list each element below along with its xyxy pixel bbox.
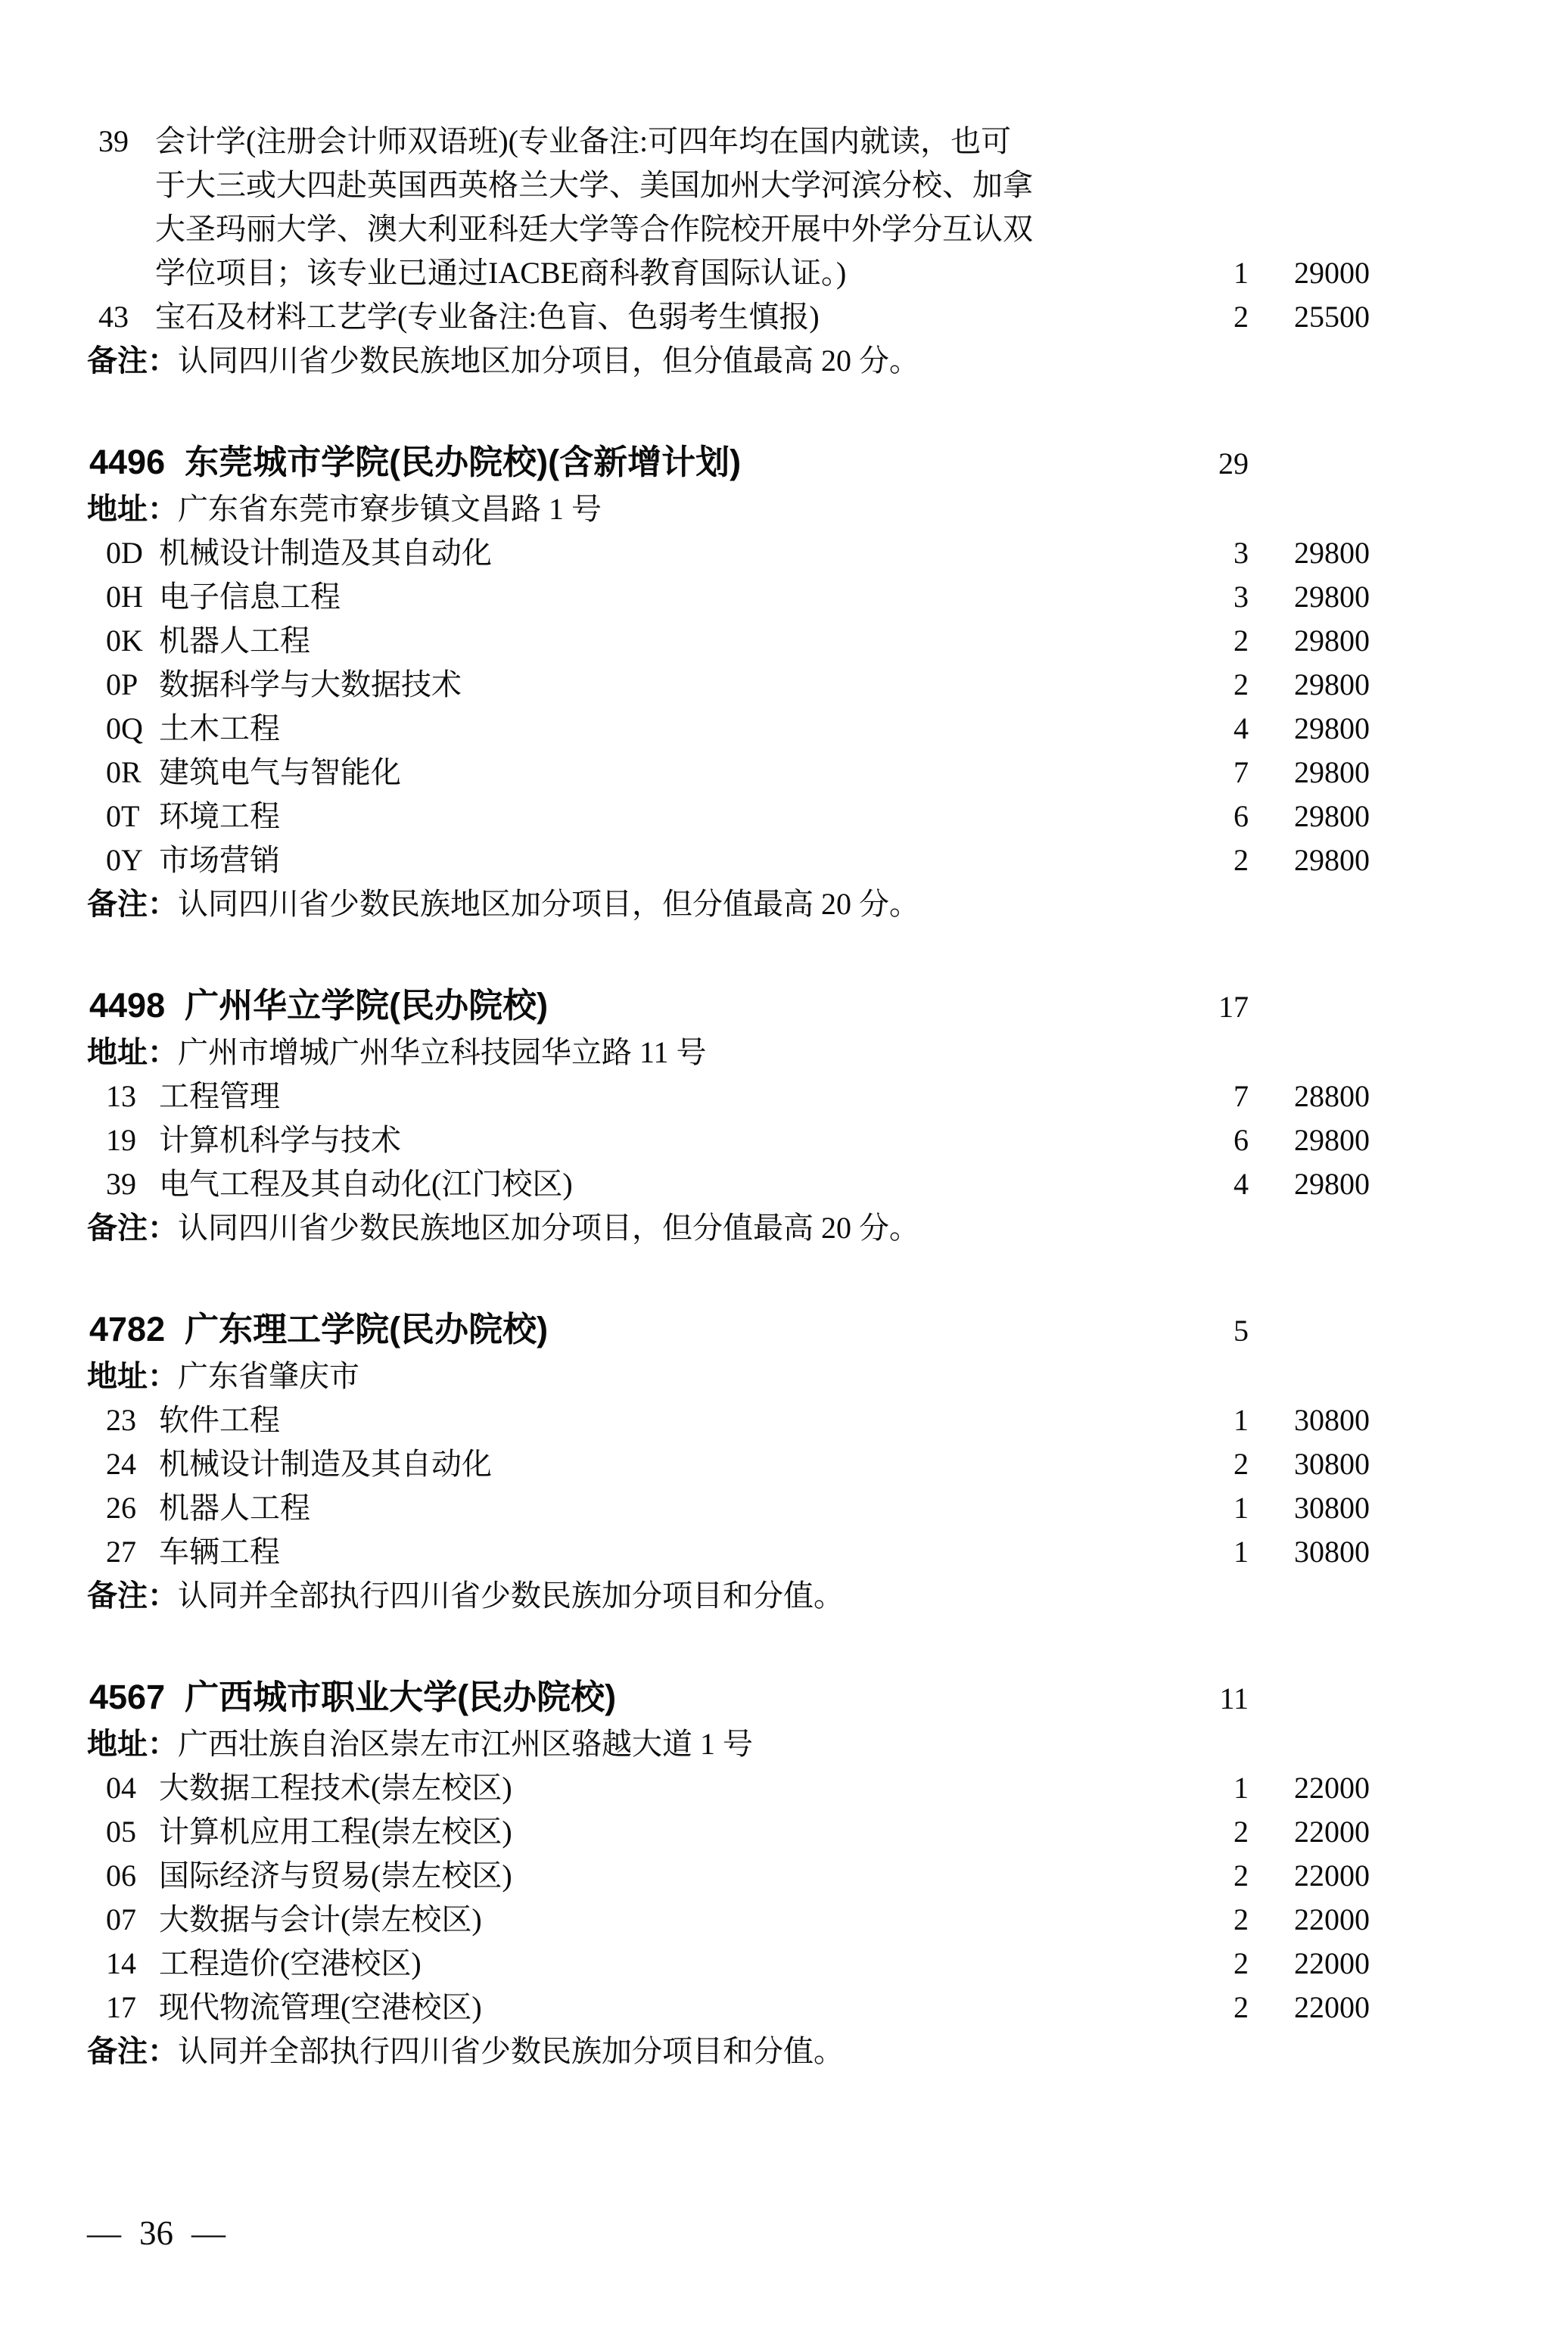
- major-name: 现代物流管理(空港校区): [159, 1990, 482, 2024]
- major-row: [87, 1118, 1370, 1162]
- tuition-fee: 22000: [1294, 1946, 1370, 1980]
- major-name-line: 于大三或大四赴英国西英格兰大学、美国加州大学河滨分校、加拿: [155, 168, 1033, 202]
- address-text: 广州市增城广州华立科技园华立路 11 号: [178, 1035, 707, 1069]
- major-code: 0T: [106, 799, 140, 833]
- major-code: 04: [106, 1771, 136, 1805]
- major-row: [87, 1530, 1370, 1574]
- remark-label: 备注：: [87, 344, 178, 378]
- plan-count: 2: [1234, 1902, 1249, 1936]
- tuition-fee: 22000: [1294, 1859, 1370, 1893]
- plan-count: 6: [1234, 1123, 1249, 1157]
- tuition-fee: 29800: [1294, 1123, 1370, 1157]
- address-label: 地址：: [87, 1728, 178, 1761]
- major-name-line: 大圣玛丽大学、澳大利亚科廷大学等合作院校开展中外学分互认双: [155, 212, 1033, 246]
- major-row: [87, 1898, 1370, 1942]
- college-section: [87, 1674, 1370, 2073]
- major-name: 车辆工程: [159, 1535, 280, 1569]
- tuition-fee: 22000: [1294, 1990, 1370, 2024]
- major-code: 39: [98, 124, 129, 158]
- continuation-block: [87, 120, 1370, 383]
- tuition-fee: 29800: [1294, 711, 1370, 745]
- major-name-line: 会计学(注册会计师双语班)(专业备注:可四年均在国内就读，也可: [155, 124, 1012, 158]
- major-name: 市场营销: [159, 843, 280, 877]
- college-section: [87, 439, 1370, 926]
- major-code: 0K: [106, 624, 143, 658]
- major-code: 23: [106, 1403, 136, 1437]
- section-total: 5: [1234, 1314, 1249, 1348]
- major-row: [87, 1075, 1370, 1118]
- major-code: 0H: [106, 580, 143, 614]
- plan-count: 1: [1234, 256, 1249, 290]
- major-row: [87, 1442, 1370, 1486]
- remark-label: 备注：: [87, 1212, 178, 1245]
- major-row: [87, 575, 1370, 619]
- remark-row: [87, 1574, 1370, 1618]
- plan-count: 2: [1234, 1859, 1249, 1893]
- section-total: 29: [1218, 446, 1249, 481]
- major-row: [87, 1398, 1370, 1442]
- major-name: 大数据与会计(崇左校区): [159, 1902, 482, 1936]
- major-code: 07: [106, 1902, 136, 1936]
- major-name: 环境工程: [159, 799, 280, 833]
- remark-label: 备注：: [87, 1579, 178, 1613]
- tuition-fee: 30800: [1294, 1447, 1370, 1481]
- major-row: [87, 120, 1370, 163]
- major-row: [87, 1854, 1370, 1898]
- plan-count: 2: [1234, 624, 1249, 658]
- section-name: 广州华立学院(民办院校): [185, 986, 549, 1025]
- major-row: [87, 1942, 1370, 1986]
- address-text: 广东省东莞市寮步镇文昌路 1 号: [178, 492, 602, 526]
- tuition-fee: 22000: [1294, 1771, 1370, 1805]
- tuition-fee: 29800: [1294, 536, 1370, 570]
- plan-count: 1: [1234, 1403, 1249, 1437]
- tuition-fee: 29800: [1294, 667, 1370, 701]
- college-section: [87, 1306, 1370, 1618]
- address-text: 广西壮族自治区崇左市江州区骆越大道 1 号: [178, 1727, 753, 1761]
- address-row: [87, 1031, 1370, 1075]
- section-header: [87, 1306, 1370, 1355]
- major-code: 39: [106, 1167, 136, 1201]
- address-text: 广东省肇庆市: [178, 1359, 359, 1393]
- major-name: 宝石及材料工艺学(专业备注:色盲、色弱考生慎报): [155, 300, 820, 334]
- address-row: [87, 487, 1370, 531]
- tuition-fee: 29800: [1294, 624, 1370, 658]
- tuition-fee: 29800: [1294, 843, 1370, 877]
- section-code: 4496: [89, 443, 166, 481]
- major-row: [87, 1162, 1370, 1206]
- tuition-fee: 29000: [1294, 256, 1370, 290]
- section-header: [87, 1674, 1370, 1722]
- address-label: 地址：: [87, 1036, 178, 1069]
- major-name: 软件工程: [159, 1403, 280, 1437]
- college-section: [87, 982, 1370, 1250]
- section-total: 17: [1218, 990, 1249, 1024]
- major-code: 0Q: [106, 711, 143, 745]
- remark-row: [87, 339, 1370, 383]
- plan-count: 3: [1234, 580, 1249, 614]
- tuition-fee: 29800: [1294, 1167, 1370, 1201]
- major-code: 05: [106, 1815, 136, 1849]
- plan-count: 4: [1234, 1167, 1249, 1201]
- major-code: 19: [106, 1123, 136, 1157]
- plan-count: 1: [1234, 1491, 1249, 1525]
- section-code: 4567: [89, 1678, 166, 1716]
- page-content: [87, 120, 1370, 2073]
- major-code: 13: [106, 1079, 136, 1113]
- tuition-fee: 30800: [1294, 1403, 1370, 1437]
- section-name: 东莞城市学院(民办院校)(含新增计划): [185, 443, 742, 481]
- address-label: 地址：: [87, 493, 178, 526]
- plan-count: 1: [1234, 1771, 1249, 1805]
- plan-count: 2: [1234, 843, 1249, 877]
- major-name: 计算机科学与技术: [159, 1123, 401, 1157]
- footer-dash-right: —: [191, 2214, 226, 2252]
- plan-count: 6: [1234, 799, 1249, 833]
- major-row: [87, 707, 1370, 751]
- section-name: 广东理工学院(民办院校): [185, 1310, 549, 1348]
- major-code: 24: [106, 1447, 136, 1481]
- major-name: 机器人工程: [159, 624, 310, 658]
- major-name: 大数据工程技术(崇左校区): [159, 1771, 512, 1805]
- remark-text: 认同四川省少数民族地区加分项目，但分值最高 20 分。: [178, 1211, 919, 1245]
- section-name: 广西城市职业大学(民办院校): [185, 1678, 617, 1716]
- section-total: 11: [1219, 1681, 1249, 1715]
- section-header: [87, 439, 1370, 487]
- tuition-fee: 29800: [1294, 755, 1370, 789]
- remark-label: 备注：: [87, 2035, 178, 2068]
- page-number: 36: [139, 2214, 173, 2252]
- major-name: 机械设计制造及其自动化: [159, 1447, 492, 1481]
- major-name: 土木工程: [159, 711, 280, 745]
- section-code: 4782: [89, 1310, 166, 1348]
- major-row-lastline: [87, 251, 1370, 295]
- major-code: 26: [106, 1491, 136, 1525]
- tuition-fee: 30800: [1294, 1491, 1370, 1525]
- tuition-fee: 22000: [1294, 1815, 1370, 1849]
- plan-count: 2: [1234, 300, 1249, 334]
- tuition-fee: 28800: [1294, 1079, 1370, 1113]
- tuition-fee: 25500: [1294, 300, 1370, 334]
- tuition-fee: 30800: [1294, 1535, 1370, 1569]
- major-code: 0R: [106, 755, 142, 789]
- major-name-line: 学位项目；该专业已通过IACBE商科教育国际认证。): [155, 256, 847, 290]
- major-code: 17: [106, 1990, 136, 2024]
- plan-count: 3: [1234, 536, 1249, 570]
- major-code: 14: [106, 1946, 136, 1980]
- address-row: [87, 1722, 1370, 1766]
- tuition-fee: 29800: [1294, 799, 1370, 833]
- page-footer: [87, 2211, 226, 2255]
- plan-count: 4: [1234, 711, 1249, 745]
- major-row: [87, 619, 1370, 663]
- major-row: [87, 1986, 1370, 2030]
- major-row: [87, 751, 1370, 795]
- plan-count: 2: [1234, 1946, 1249, 1980]
- major-code: 0D: [106, 536, 143, 570]
- major-row: [87, 531, 1370, 575]
- major-name: 电子信息工程: [159, 580, 341, 614]
- major-code: 0Y: [106, 843, 143, 877]
- plan-count: 7: [1234, 755, 1249, 789]
- major-row: [87, 663, 1370, 707]
- major-row: [87, 1766, 1370, 1810]
- tuition-fee: 29800: [1294, 580, 1370, 614]
- major-name: 机器人工程: [159, 1491, 310, 1525]
- remark-row: [87, 882, 1370, 926]
- major-code: 06: [106, 1859, 136, 1893]
- address-row: [87, 1355, 1370, 1398]
- major-code: 43: [98, 300, 129, 334]
- major-row: [87, 838, 1370, 882]
- plan-count: 2: [1234, 1815, 1249, 1849]
- plan-count: 2: [1234, 1447, 1249, 1481]
- remark-text: 认同四川省少数民族地区加分项目，但分值最高 20 分。: [178, 887, 919, 921]
- remark-text: 认同四川省少数民族地区加分项目，但分值最高 20 分。: [178, 344, 919, 378]
- remark-text: 认同并全部执行四川省少数民族加分项目和分值。: [178, 1579, 844, 1613]
- plan-count: 7: [1234, 1079, 1249, 1113]
- major-name: 国际经济与贸易(崇左校区): [159, 1859, 512, 1893]
- footer-dash-left: —: [87, 2214, 121, 2252]
- remark-row: [87, 2030, 1370, 2073]
- section-code: 4498: [89, 986, 166, 1025]
- major-name: 工程管理: [159, 1079, 280, 1113]
- major-row: [87, 295, 1370, 339]
- plan-count: 1: [1234, 1535, 1249, 1569]
- major-name: 建筑电气与智能化: [159, 755, 401, 789]
- major-row: [87, 1810, 1370, 1854]
- address-label: 地址：: [87, 1360, 178, 1393]
- major-name: 电气工程及其自动化(江门校区): [159, 1167, 573, 1201]
- major-name: 计算机应用工程(崇左校区): [159, 1815, 512, 1849]
- remark-row: [87, 1206, 1370, 1250]
- remark-label: 备注：: [87, 888, 178, 921]
- major-row: [87, 795, 1370, 838]
- tuition-fee: 22000: [1294, 1902, 1370, 1936]
- major-name: 机械设计制造及其自动化: [159, 536, 492, 570]
- major-name: 数据科学与大数据技术: [159, 667, 462, 701]
- section-header: [87, 982, 1370, 1031]
- major-code: 27: [106, 1535, 136, 1569]
- major-row: [87, 1486, 1370, 1530]
- major-code: 0P: [106, 667, 138, 701]
- major-name: 工程造价(空港校区): [159, 1946, 422, 1980]
- remark-text: 认同并全部执行四川省少数民族加分项目和分值。: [178, 2034, 844, 2068]
- plan-count: 2: [1234, 667, 1249, 701]
- plan-count: 2: [1234, 1990, 1249, 2024]
